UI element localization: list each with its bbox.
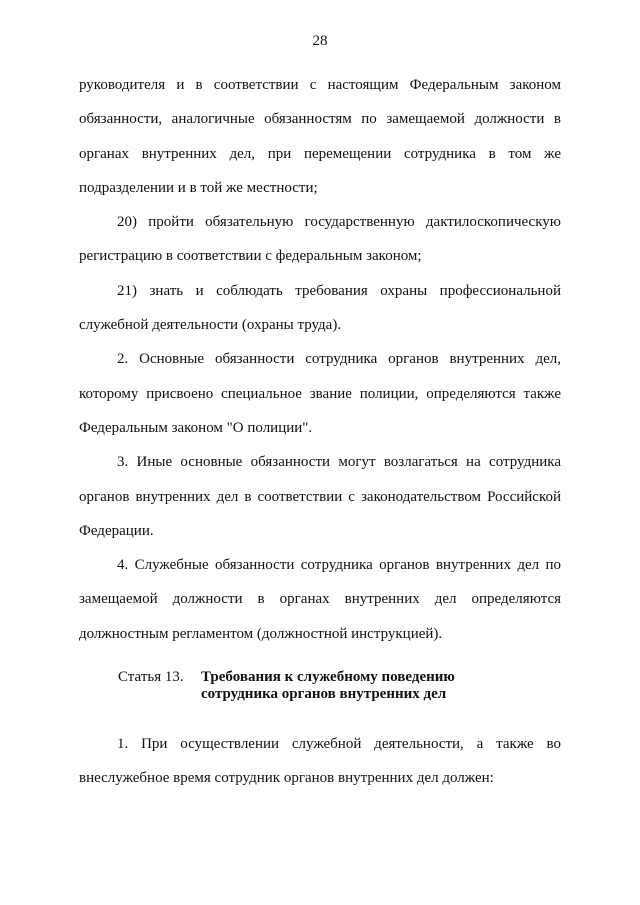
text-line: замещаемой должности в органах внутренних дел определяются (79, 591, 561, 608)
text-line: Федеральным законом "О полиции". (79, 419, 313, 436)
paragraph-part-2 (79, 342, 561, 445)
text-line: руководителя и в соответствии с настоящим Федеральным законом (79, 77, 561, 93)
text-line: 2. Основные обязанности сотрудника органов внутренних дел, (117, 351, 561, 368)
document-body (79, 68, 561, 651)
text-line: 21) знать и соблюдать требования охраны профессиональной (117, 282, 561, 299)
paragraph-article-part-1 (79, 727, 561, 796)
text-line: внеслужебное время сотрудник органов внутренних дел должен: (79, 770, 494, 787)
text-line: служебной деятельности (охраны труда). (79, 317, 342, 334)
paragraph-continuation (79, 68, 561, 205)
page-number: 28 (312, 33, 328, 49)
paragraph-part-4 (79, 548, 561, 651)
article-label: Статья 13. (118, 669, 184, 685)
text-line: подразделении и в той же местности; (79, 179, 318, 196)
article-title-line: сотрудника органов внутренних дел (201, 686, 447, 702)
text-line: которому присвоено специальное звание полиции, определяются также (79, 385, 561, 402)
text-line: органах внутренних дел, при перемещении сотрудника в том же (79, 145, 561, 162)
paragraph-item-21 (79, 274, 561, 343)
text-line: должностным регламентом (должностной инструкцией). (79, 625, 443, 642)
text-line: Федерации. (79, 522, 154, 539)
text-line: обязанности, аналогичные обязанностям по замещаемой должности в (79, 111, 561, 128)
text-line: 20) пройти обязательную государственную дактилоскопическую (117, 214, 561, 231)
text-line: 1. При осуществлении служебной деятельности, а также во (117, 736, 561, 752)
text-line: 4. Служебные обязанности сотрудника органов внутренних дел по (117, 557, 561, 574)
article-title (201, 669, 455, 703)
paragraph-part-3 (79, 445, 561, 548)
text-line: органов внутренних дел в соответствии с законодательством Российской (79, 488, 561, 505)
paragraph-item-20 (79, 205, 561, 274)
text-line: регистрацию в соответствии с федеральным законом; (79, 248, 422, 265)
article-body (79, 727, 561, 796)
article-title-line: Требования к служебному поведению (201, 669, 455, 685)
text-line: 3. Иные основные обязанности могут возлагаться на сотрудника (117, 454, 561, 471)
